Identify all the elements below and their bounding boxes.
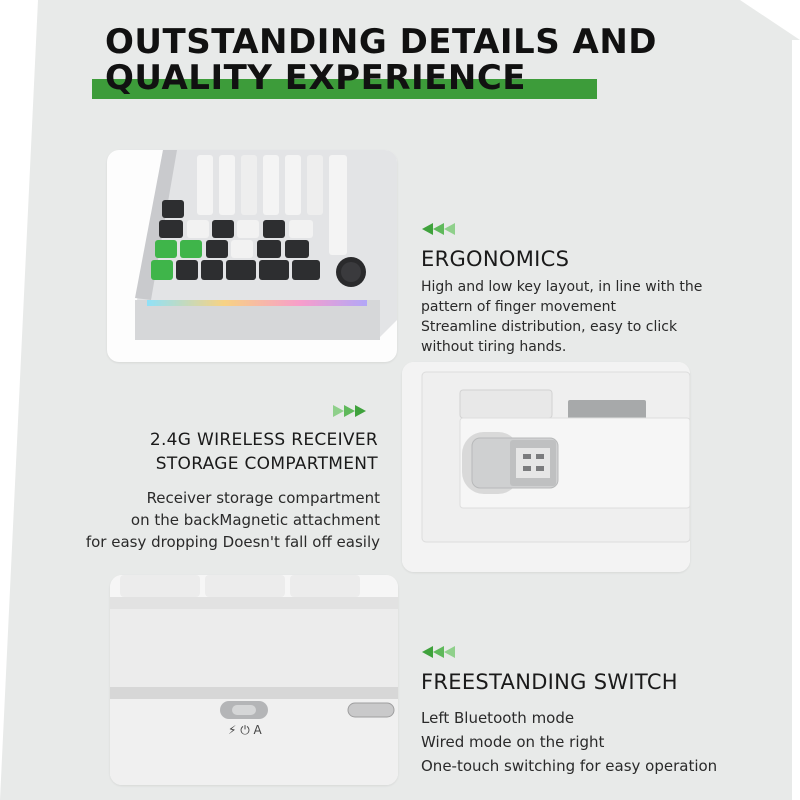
receiver-title — [120, 428, 378, 476]
right-white-edge — [792, 40, 800, 800]
ergonomics-title: ERGONOMICS — [421, 247, 570, 271]
receiver-compartment-image — [402, 362, 690, 572]
arrows-right-2 — [333, 405, 366, 417]
switch-image — [110, 575, 398, 785]
left-white-edge — [0, 0, 38, 800]
receiver-line-1: Receiver storage compartment — [146, 489, 380, 507]
receiver-illustration — [402, 362, 690, 572]
switch-text — [421, 706, 717, 778]
keyboard-illustration — [107, 150, 397, 362]
switch-line-3: One-touch switching for easy operation — [421, 757, 718, 775]
ergonomics-line-2: pattern of finger movement — [421, 299, 616, 315]
switch-line-2: Wired mode on the right — [421, 733, 605, 751]
page-title — [105, 24, 657, 96]
receiver-title-line-2: STORAGE COMPARTMENT — [155, 454, 378, 474]
switch-line-1: Left Bluetooth mode — [421, 709, 575, 727]
receiver-text — [70, 487, 380, 553]
receiver-line-2: on the backMagnetic attachment — [130, 511, 380, 529]
ergonomics-line-4: without tiring hands. — [421, 339, 567, 355]
switch-illustration — [110, 575, 398, 785]
receiver-title-line-1: 2.4G WIRELESS RECEIVER — [149, 430, 378, 450]
title-line-1: OUTSTANDING DETAILS AND — [105, 22, 658, 62]
ergonomics-line-3: Streamline distribution, easy to click — [421, 319, 678, 335]
receiver-line-3: for easy dropping Doesn't fall off easily — [85, 533, 380, 551]
ergonomics-text — [421, 277, 702, 357]
keyboard-image — [107, 150, 397, 362]
switch-title: FREESTANDING SWITCH — [421, 670, 678, 694]
arrows-left-3 — [422, 646, 455, 658]
ergonomics-line-1: High and low key layout, in line with the — [421, 279, 703, 295]
mode-glyphs: ⚡ ⏻ A — [228, 723, 262, 737]
title-line-2: QUALITY EXPERIENCE — [105, 58, 527, 98]
arrows-left-1 — [422, 223, 455, 235]
